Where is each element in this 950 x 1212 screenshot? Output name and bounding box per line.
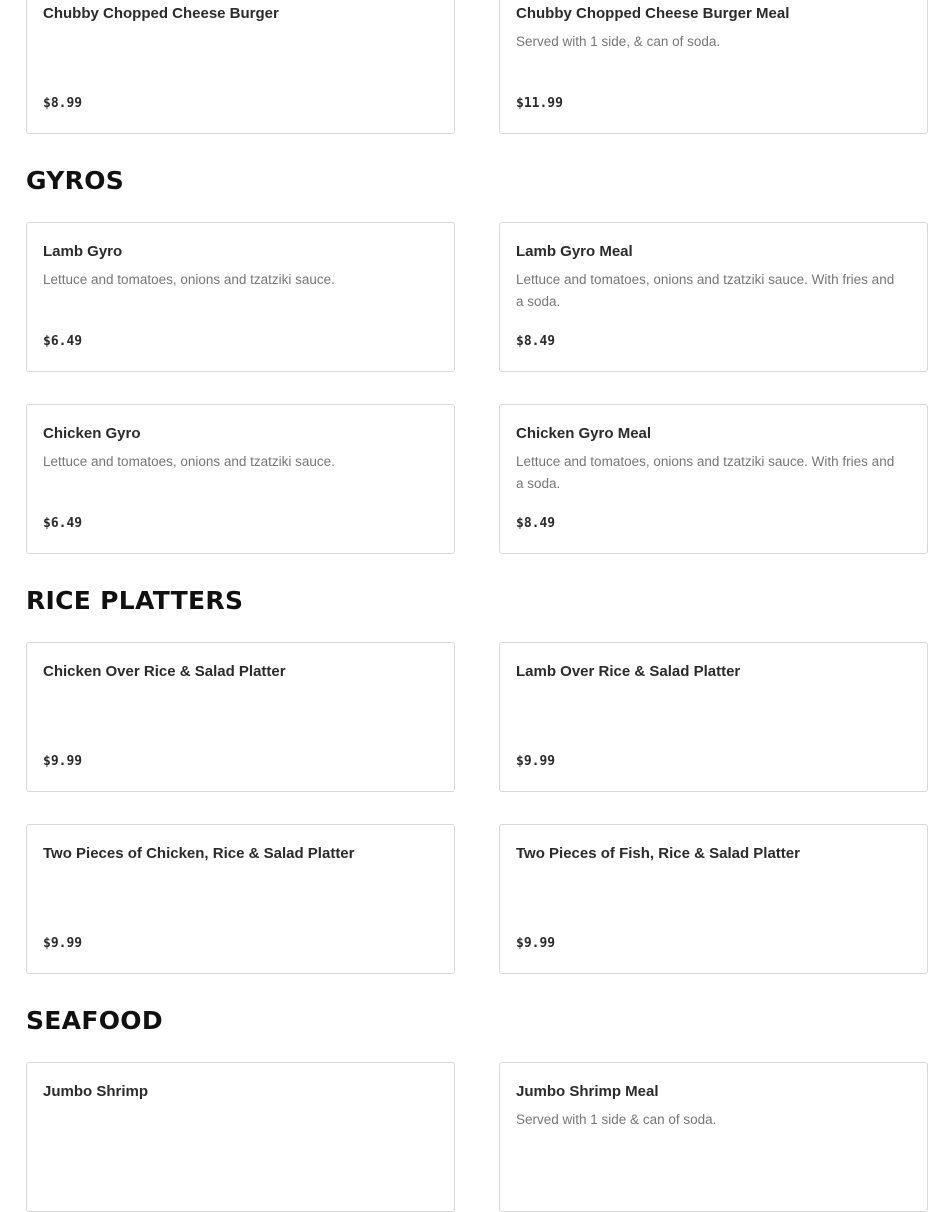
section-title-gyros: GYROS (26, 166, 125, 195)
menu-item-description: Lettuce and tomatoes, onions and tzatziki sauce. With fries and a soda. (516, 454, 895, 491)
menu-item-name: Chubby Chopped Cheese Burger Meal (516, 5, 790, 22)
menu-item-card[interactable] (499, 642, 928, 792)
menu-item-price: $9.99 (43, 754, 83, 769)
menu-item-card[interactable] (26, 404, 455, 554)
menu-item-price: $6.49 (43, 334, 83, 349)
menu-item-price: $8.99 (43, 96, 83, 111)
menu-item-card[interactable] (499, 222, 928, 372)
menu-item-price: $8.49 (516, 334, 556, 349)
menu-item-description: Served with 1 side, & can of soda. (516, 34, 721, 49)
menu-item-card[interactable] (26, 222, 455, 372)
menu-item-name: Jumbo Shrimp Meal (516, 1083, 659, 1100)
menu-item-name: Jumbo Shrimp (43, 1083, 149, 1100)
menu-item-name: Chicken Over Rice & Salad Platter (43, 663, 286, 680)
menu-item-card[interactable] (499, 0, 928, 134)
menu-item-description: Lettuce and tomatoes, onions and tzatziki sauce. (43, 454, 335, 469)
menu-item-name: Chubby Chopped Cheese Burger (43, 5, 279, 22)
menu-item-name: Lamb Gyro (43, 243, 123, 260)
menu-item-description: Served with 1 side & can of soda. (516, 1112, 717, 1127)
menu-item-price: $11.99 (516, 96, 563, 111)
menu-item-card[interactable] (499, 1062, 928, 1212)
menu-item-card[interactable] (26, 1062, 455, 1212)
menu-item-price: $9.99 (43, 936, 83, 951)
menu-item-name: Lamb Over Rice & Salad Platter (516, 663, 741, 680)
menu-item-description: Lettuce and tomatoes, onions and tzatziki sauce. With fries and a soda. (516, 272, 895, 309)
menu-item-price: $9.99 (516, 936, 556, 951)
menu-item-card[interactable] (26, 824, 455, 974)
menu-item-card[interactable] (499, 404, 928, 554)
menu-item-price: $6.49 (43, 516, 83, 531)
menu-item-price: $8.49 (516, 516, 556, 531)
menu-item-name: Two Pieces of Fish, Rice & Salad Platter (516, 845, 800, 862)
section-title-seafood: SEAFOOD (26, 1006, 163, 1035)
section-title-rice-platters: RICE PLATTERS (26, 586, 244, 615)
menu-item-name: Two Pieces of Chicken, Rice & Salad Platter (43, 845, 355, 862)
menu-item-card[interactable] (26, 642, 455, 792)
menu-item-card[interactable] (499, 824, 928, 974)
menu-item-name: Lamb Gyro Meal (516, 243, 633, 260)
menu-item-price: $9.99 (516, 754, 556, 769)
menu-item-description: Lettuce and tomatoes, onions and tzatziki sauce. (43, 272, 335, 287)
menu-item-name: Chicken Gyro Meal (516, 425, 652, 442)
menu-item-name: Chicken Gyro (43, 425, 141, 442)
menu-item-card[interactable] (26, 0, 455, 134)
